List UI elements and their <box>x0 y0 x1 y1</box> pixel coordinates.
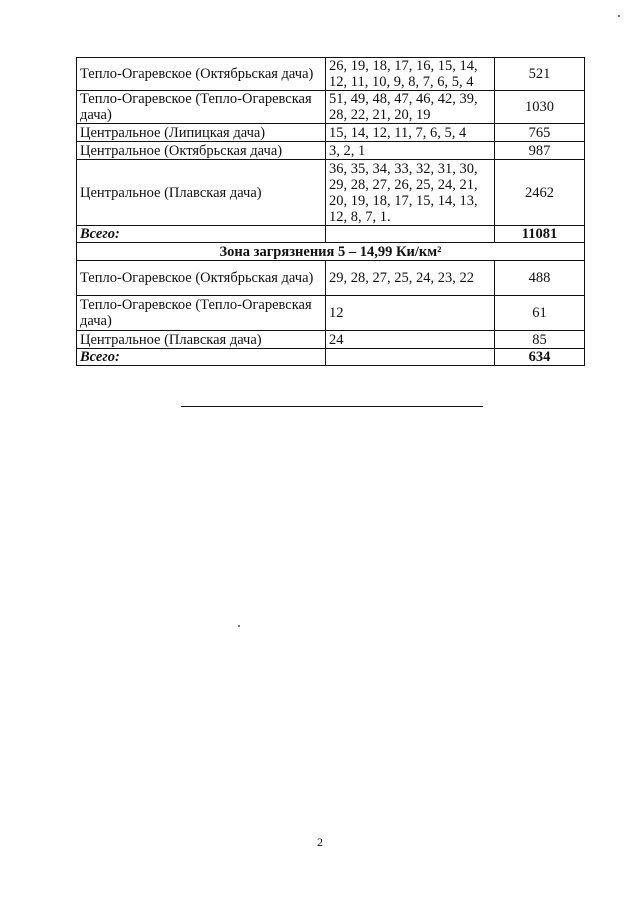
area-cell: 488 <box>495 261 585 296</box>
quarters-cell: 24 <box>326 331 495 349</box>
quarters-cell: 15, 14, 12, 11, 7, 6, 5, 4 <box>326 124 495 142</box>
area-cell: 987 <box>495 142 585 160</box>
quarters-cell: 29, 28, 27, 25, 24, 23, 22 <box>326 261 495 296</box>
table-row <box>77 124 585 142</box>
area-cell: 521 <box>495 58 585 91</box>
forestry-name-cell: Центральное (Октябрьская дача) <box>77 142 326 160</box>
table-row <box>77 331 585 349</box>
area-cell: 61 <box>495 296 585 331</box>
forest-quarters-table <box>76 57 585 366</box>
quarters-cell: 51, 49, 48, 47, 46, 42, 39, 28, 22, 21, 20, 19 <box>326 91 495 124</box>
table-row <box>77 58 585 91</box>
quarters-cell: 3, 2, 1 <box>326 142 495 160</box>
quarters-cell: 12 <box>326 296 495 331</box>
separator-line <box>181 406 483 407</box>
quarters-cell: 36, 35, 34, 33, 32, 31, 30, 29, 28, 27, 26, 25, 24, 21, 20, 19, 18, 17, 15, 14, 13, 12, 8, 7, 1. <box>326 160 495 226</box>
area-cell: 1030 <box>495 91 585 124</box>
forestry-name-cell: Тепло-Огаревское (Октябрьская дача) <box>77 261 326 296</box>
forestry-name-cell: Тепло-Огаревское (Октябрьская дача) <box>77 58 326 91</box>
forestry-name-cell: Центральное (Плавская дача) <box>77 331 326 349</box>
total-value: 11081 <box>495 226 585 243</box>
forestry-name-cell: Тепло-Огаревское (Тепло-Огаревская дача) <box>77 296 326 331</box>
total-value: 634 <box>495 349 585 366</box>
empty-cell <box>326 349 495 366</box>
area-cell: 2462 <box>495 160 585 226</box>
zone-heading: Зона загрязнения 5 – 14,99 Ки/км² <box>77 243 585 261</box>
zone-heading-row <box>77 243 585 261</box>
area-cell: 85 <box>495 331 585 349</box>
page-number: 2 <box>317 835 323 849</box>
total-label: Всего: <box>77 226 326 243</box>
area-cell: 765 <box>495 124 585 142</box>
total-row <box>77 349 585 366</box>
total-label: Всего: <box>77 349 326 366</box>
scan-speck <box>618 15 620 17</box>
table-row <box>77 296 585 331</box>
forestry-name-cell: Центральное (Плавская дача) <box>77 160 326 226</box>
table-row <box>77 261 585 296</box>
empty-cell <box>326 226 495 243</box>
forestry-name-cell: Центральное (Липицкая дача) <box>77 124 326 142</box>
quarters-cell: 26, 19, 18, 17, 16, 15, 14, 12, 11, 10, 9, 8, 7, 6, 5, 4 <box>326 58 495 91</box>
forestry-name-cell: Тепло-Огаревское (Тепло-Огаревская дача) <box>77 91 326 124</box>
table-row <box>77 160 585 226</box>
table-row <box>77 142 585 160</box>
scan-speck <box>238 625 240 627</box>
total-row <box>77 226 585 243</box>
table-row <box>77 91 585 124</box>
